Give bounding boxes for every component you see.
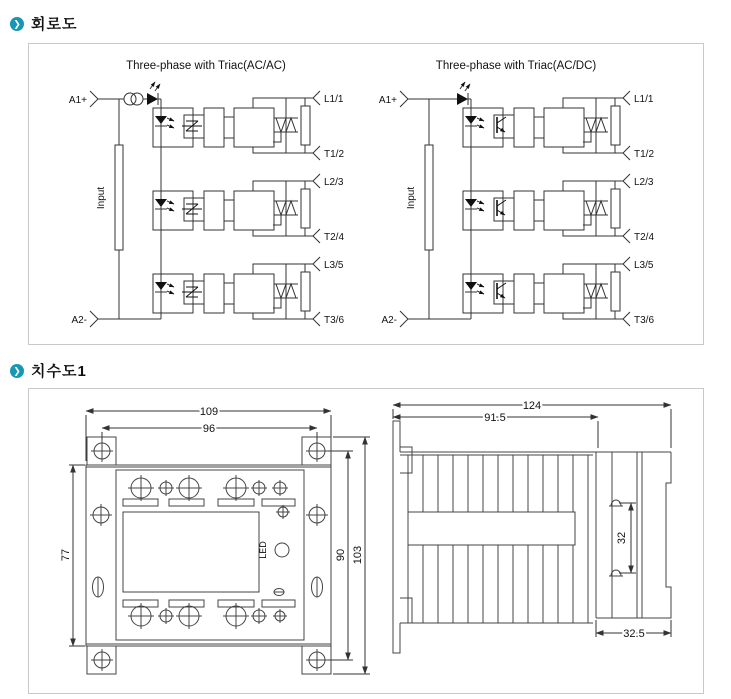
circuit-diagram-acac: [41, 48, 371, 348]
circuit-title: Three-phase with Triac(AC/DC): [435, 60, 597, 72]
terminal-label: T1/2: [324, 149, 345, 160]
terminal-a2: A2-: [71, 315, 87, 326]
current-source-icon: [124, 93, 136, 105]
led-label: LED: [258, 541, 268, 559]
terminal-a1: A1+: [378, 95, 397, 106]
input-label: Input: [96, 186, 107, 210]
terminal-label: L1/1: [324, 94, 344, 105]
terminal-label: T2/4: [634, 232, 655, 243]
terminal-label: T3/6: [634, 315, 655, 326]
dim-width-mounting: 96: [202, 423, 216, 435]
dimension-side-view: [390, 395, 703, 691]
terminal-a1: A1+: [68, 95, 87, 106]
terminal-label: L2/3: [324, 177, 344, 188]
terminal-label: L3/5: [634, 260, 654, 271]
terminal-label: L3/5: [324, 260, 344, 271]
dim-depth: 32.5: [623, 628, 645, 640]
side-body-outline: [393, 421, 671, 653]
section-header-dimension: [10, 360, 87, 381]
dim-width-heatsink: 91.5: [484, 412, 506, 424]
terminal-label: L2/3: [634, 177, 654, 188]
dim-height-body: 77: [60, 548, 72, 562]
section-bullet-icon: ❯: [10, 364, 24, 378]
terminal-label: T1/2: [634, 149, 655, 160]
dim-width-overall: 124: [522, 400, 542, 412]
input-label: Input: [406, 186, 417, 210]
front-body-outline: [86, 437, 331, 674]
circuit-title: Three-phase with Triac(AC/AC): [126, 60, 286, 72]
section-title-dimension: 치수도1: [31, 363, 87, 380]
terminal-label: L1/1: [634, 94, 654, 105]
circuit-panel: [28, 43, 704, 345]
terminal-label: T2/4: [324, 232, 345, 243]
dim-height-overall: 103: [352, 545, 364, 565]
dimension-panel: [28, 388, 704, 694]
section-title-circuit: 회로도: [31, 16, 78, 33]
dim-screw-spacing: 32: [616, 531, 628, 545]
section-bullet-icon: ❯: [10, 17, 24, 31]
front-screws: [90, 440, 328, 671]
dim-height-mounting: 90: [335, 548, 347, 562]
circuit-diagram-acdc: [351, 48, 681, 348]
dim-width-overall: 109: [199, 406, 219, 418]
dimension-front-view: [61, 395, 376, 691]
terminal-a2: A2-: [381, 315, 397, 326]
section-header-circuit: [10, 13, 77, 34]
terminal-label: T3/6: [324, 315, 345, 326]
